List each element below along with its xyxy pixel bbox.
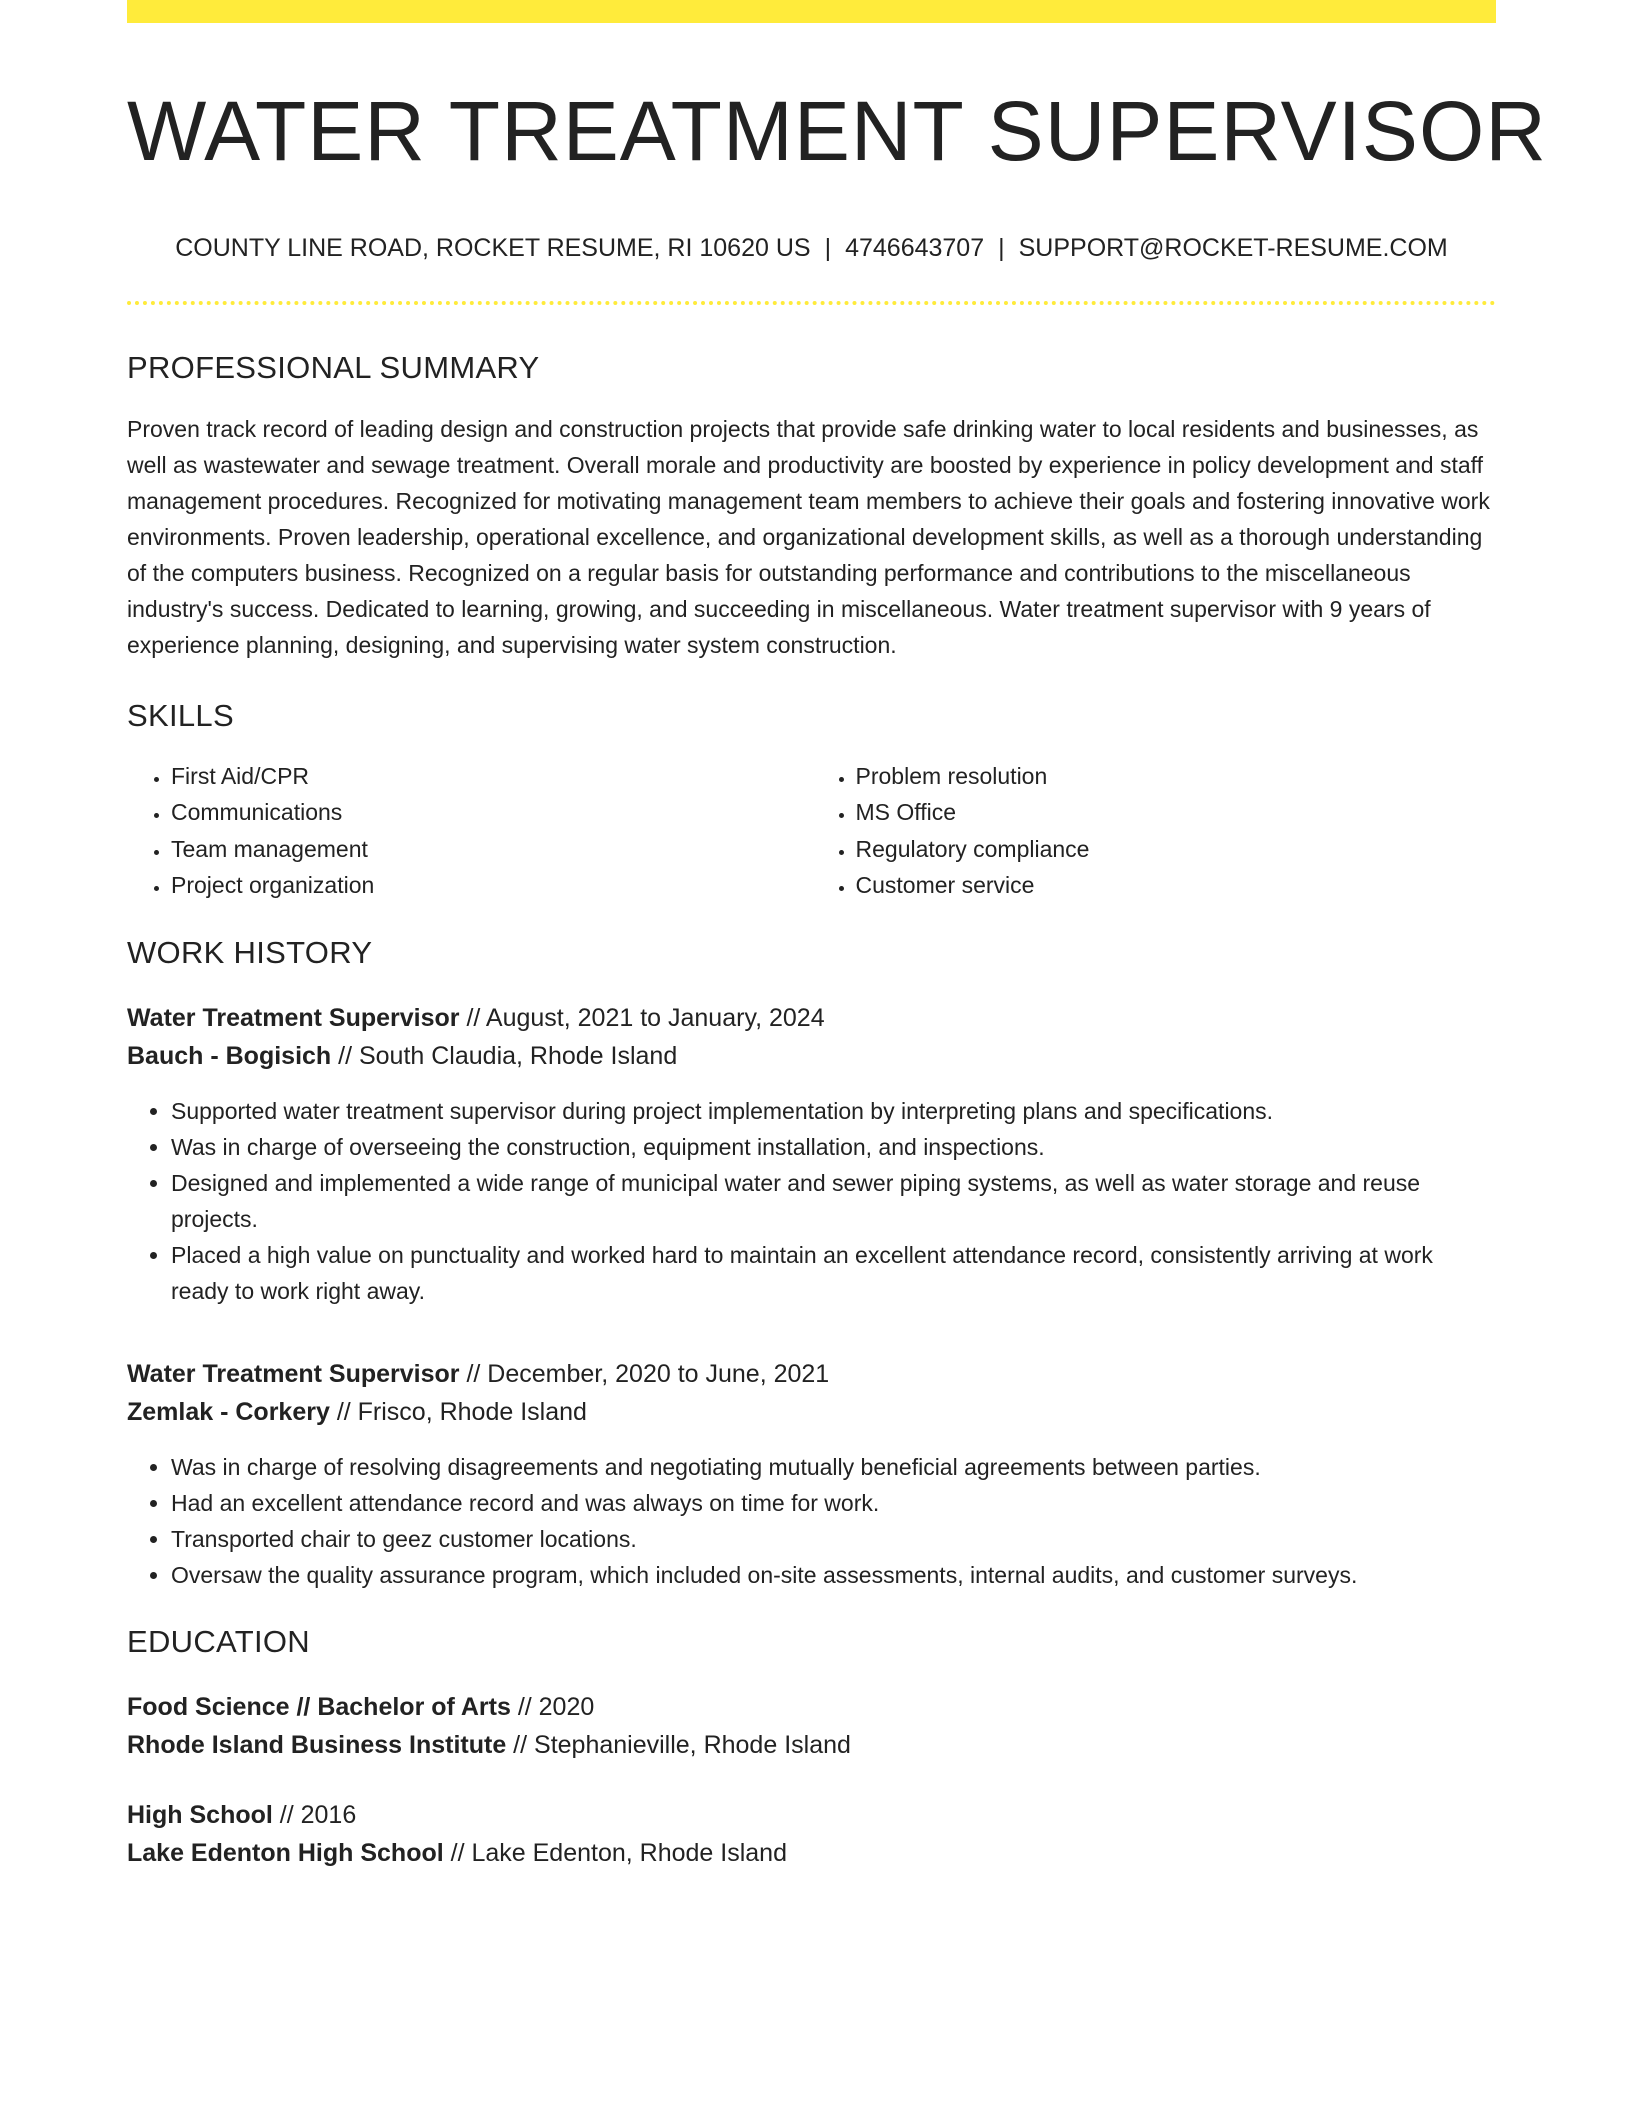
- skill-item: • Problem resolution: [856, 758, 1497, 795]
- job-bullet: • Was in charge of overseeing the construction, equipment installation, and inspections.: [171, 1129, 1496, 1165]
- skill-item: • Communications: [171, 794, 812, 831]
- job-company-line: [127, 1037, 1496, 1075]
- education-degree-line: [127, 1688, 1496, 1726]
- education-degree: High School: [127, 1801, 273, 1830]
- education-year: // 2016: [272, 1801, 357, 1830]
- job-entry: [127, 1355, 1496, 1593]
- job-bullets: [127, 1449, 1496, 1593]
- email: SUPPORT@ROCKET-RESUME.COM: [1018, 234, 1448, 263]
- education-location: // Stephanieville, Rhode Island: [506, 1731, 851, 1760]
- job-company: Zemlak - Corkery: [127, 1397, 330, 1426]
- job-location: // South Claudia, Rhode Island: [331, 1041, 678, 1070]
- dotted-divider: [127, 301, 1496, 305]
- contact-separator: |: [998, 234, 1005, 263]
- education-degree: Food Science // Bachelor of Arts: [127, 1693, 511, 1722]
- job-bullet: • Was in charge of resolving disagreements and negotiating mutually beneficial agreements between parties.: [171, 1449, 1496, 1485]
- skills-heading: SKILLS: [127, 697, 234, 733]
- job-bullet: • Had an excellent attendance record and was always on time for work.: [171, 1485, 1496, 1521]
- job-title-line: [127, 999, 1496, 1037]
- job-bullet: • Transported chair to geez customer locations.: [171, 1521, 1496, 1557]
- job-company: Bauch - Bogisich: [127, 1041, 332, 1070]
- skill-item: • Team management: [171, 831, 812, 868]
- skill-item: • Project organization: [171, 867, 812, 904]
- education-heading: EDUCATION: [127, 1623, 310, 1659]
- contact-line: [127, 233, 1496, 263]
- work-heading: WORK HISTORY: [127, 934, 373, 970]
- job-role: Water Treatment Supervisor: [127, 1359, 460, 1388]
- education-location: // Lake Edenton, Rhode Island: [443, 1839, 787, 1868]
- job-company-line: [127, 1393, 1496, 1431]
- job-entry: [127, 999, 1496, 1309]
- job-bullet: • Supported water treatment supervisor during project implementation by interpreting plans and specifications.: [171, 1093, 1496, 1129]
- skill-item: • MS Office: [856, 794, 1497, 831]
- job-bullet: • Oversaw the quality assurance program, which included on-site assessments, internal audits, and customer surveys.: [171, 1557, 1496, 1593]
- education-entry: [127, 1796, 1496, 1872]
- job-dates: // August, 2021 to January, 2024: [459, 1003, 825, 1032]
- skill-item: • Customer service: [856, 867, 1497, 904]
- job-dates: // December, 2020 to June, 2021: [459, 1359, 830, 1388]
- phone: 4746643707: [845, 234, 985, 263]
- skills-column-right: [812, 758, 1497, 904]
- job-location: // Frisco, Rhode Island: [329, 1397, 587, 1426]
- education-year: // 2020: [510, 1693, 595, 1722]
- skills-list: [127, 758, 1496, 904]
- education-degree-line: [127, 1796, 1496, 1834]
- skills-column-left: [127, 758, 812, 904]
- job-bullet: • Designed and implemented a wide range of municipal water and sewer piping systems, as well as water storage and reuse projects.: [171, 1165, 1496, 1237]
- education-school: Lake Edenton High School: [127, 1839, 444, 1868]
- job-role: Water Treatment Supervisor: [127, 1003, 460, 1032]
- contact-separator: |: [824, 234, 832, 263]
- skill-item: • Regulatory compliance: [856, 831, 1497, 868]
- education-school: Rhode Island Business Institute: [127, 1731, 507, 1760]
- job-bullet: • Placed a high value on punctuality and worked hard to maintain an excellent attendance record, consistently arriving at work ready to work right away.: [171, 1237, 1496, 1309]
- education-entry: [127, 1688, 1496, 1764]
- summary-heading: PROFESSIONAL SUMMARY: [127, 350, 540, 386]
- skill-item: • First Aid/CPR: [171, 758, 812, 795]
- job-title-line: [127, 1355, 1496, 1393]
- accent-bar: [127, 0, 1496, 23]
- address: COUNTY LINE ROAD, ROCKET RESUME, RI 10620 US: [175, 234, 811, 263]
- summary-text: Proven track record of leading design and construction projects that provide safe drinking water to local residents and businesses, as well as wastewater and sewage treatment. Overall morale and productivity are boosted by experience in policy development and staff management procedures. Recognized for motivating management team members to achieve their goals and fostering innovative work environments. Proven leadership, operational excellence, and organizational development skills, as well as a thorough understanding of the computers business. Recognized on a regular basis for outstanding performance and contributions to the miscellaneous industry's success. Dedicated to learning, growing, and succeeding in miscellaneous. Water treatment supervisor with 9 years of experience planning, designing, and supervising water system construction.: [127, 415, 1490, 658]
- resume-page: [127, 0, 1547, 1872]
- candidate-name: WATER TREATMENT SUPERVISOR: [127, 84, 1547, 178]
- job-bullets: [127, 1093, 1496, 1309]
- education-school-line: [127, 1726, 1496, 1764]
- education-school-line: [127, 1834, 1496, 1872]
